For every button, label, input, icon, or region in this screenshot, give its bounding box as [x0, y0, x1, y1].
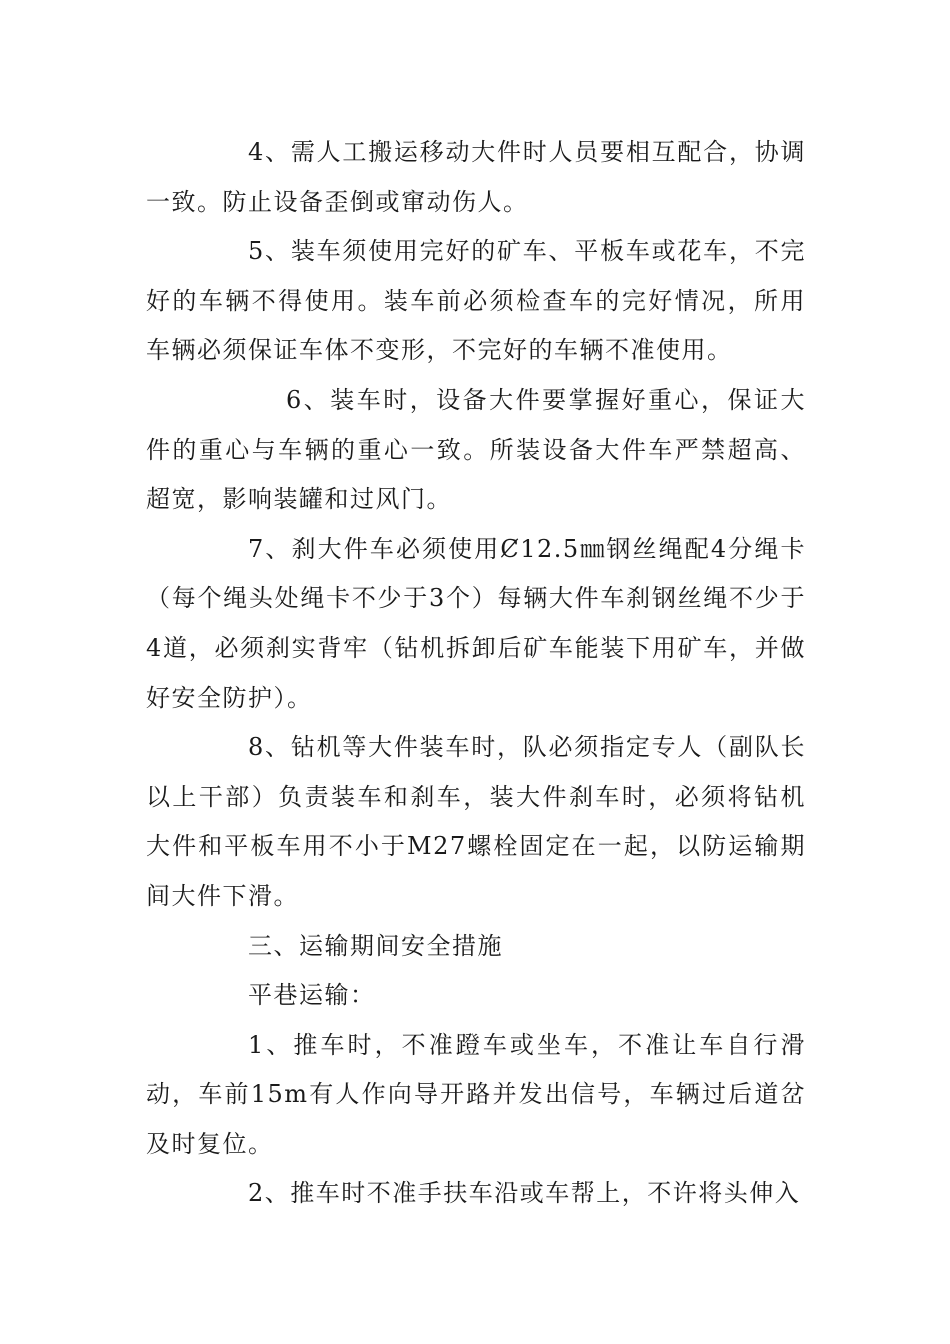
paragraph-item-5: 5、装车须使用完好的矿车、平板车或花车，不完好的车辆不得使用。装车前必须检查车的完好情况，所用车辆必须保证车体不变形，不完好的车辆不准使用。	[146, 237, 806, 365]
paragraph-item-6: 6、装车时，设备大件要掌握好重心，保证大件的重心与车辆的重心一致。所装设备大件车严禁超高、超宽，影响装罐和过风门。	[146, 385, 806, 514]
paragraph-item-7: 7、刹大件车必须使用Ȼ12.5㎜钢丝绳配4分绳卡（每个绳头处绳卡不少于3个）每辆大件车刹钢丝绳不少于4道，必须刹实背牢（钻机拆卸后矿车能装下用矿车，并做好安全防护）。	[146, 534, 806, 712]
rule-item-2: 2、推车时不准手扶车沿或车帮上，不许将头伸入	[248, 1179, 801, 1208]
document-body	[146, 128, 806, 1219]
paragraph-item-8: 8、钻机等大件装车时，队必须指定专人（副队长以上干部）负责装车和刹车，装大件刹车时，必须将钻机大件和平板车用不小于M27螺栓固定在一起，以防运输期间大件下滑。	[146, 733, 806, 910]
paragraph-item-4: 4、需人工搬运移动大件时人员要相互配合，协调一致。防止设备歪倒或窜动伤人。	[146, 138, 806, 216]
rule-item-1: 1、推车时，不准蹬车或坐车，不准让车自行滑动，车前15m有人作向导开路并发出信号，车辆过后道岔及时复位。	[146, 1030, 806, 1158]
section-heading-3: 三、运输期间安全措施	[248, 931, 503, 960]
subheading-level-transport: 平巷运输：	[248, 981, 376, 1010]
